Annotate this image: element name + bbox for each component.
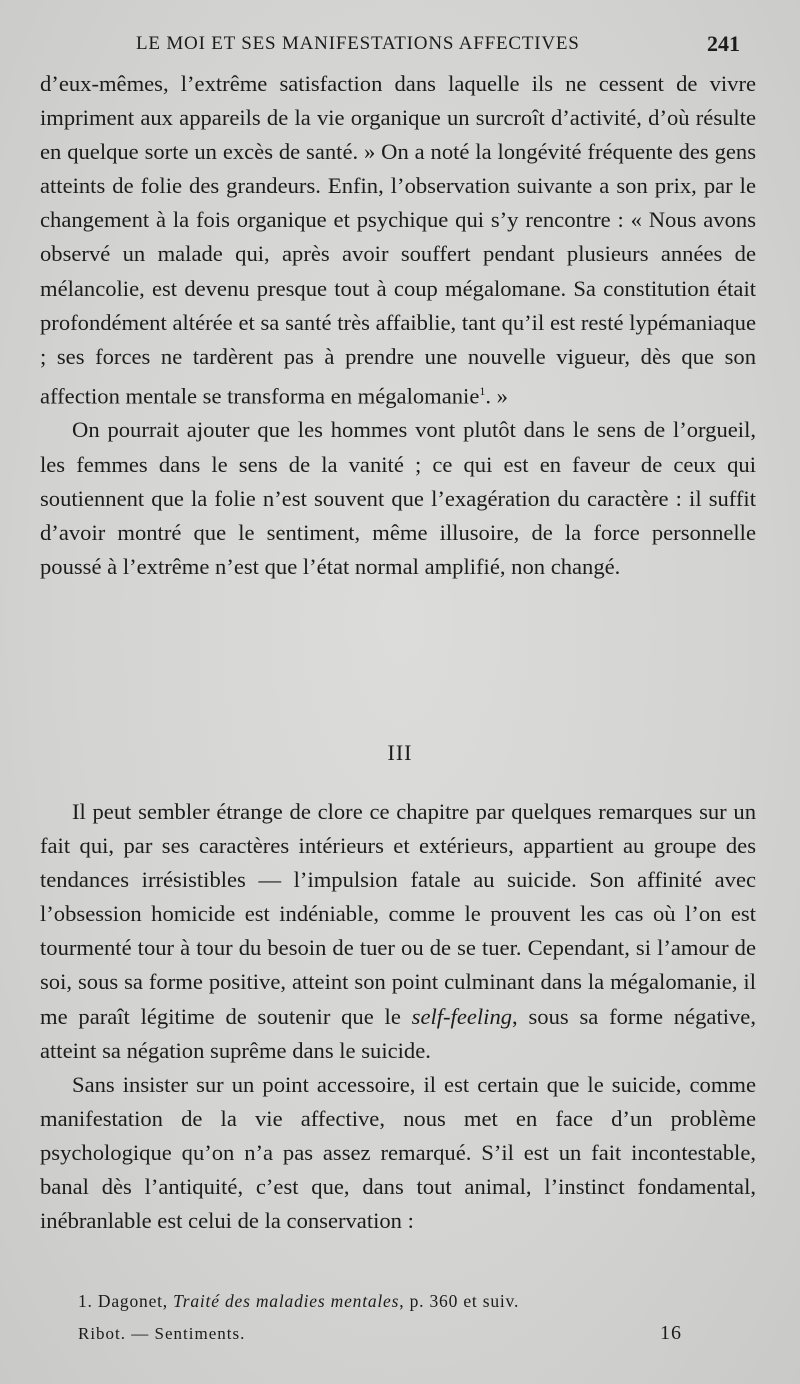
footer-author-work: Ribot. — Sentiments. <box>78 1324 246 1343</box>
signature-mark: 16 <box>660 1322 682 1344</box>
body-text-top <box>40 67 756 584</box>
paragraph-3-end: , sous sa forme négative, atteint sa négation suprême dans le suicide. <box>40 1003 756 1063</box>
self-feeling-term: self-feeling <box>411 1003 513 1029</box>
footnote-author: Dagonet, <box>97 1291 168 1311</box>
page-number: 241 <box>707 31 740 56</box>
footnote-work-title: Traité des maladies mentales <box>173 1291 400 1311</box>
paragraph-1-text: d’eux-mêmes, l’extrême satisfaction dans laquelle ils ne cessent de vivre impriment aux appareils de la vie organique un surcroît d’activité, d’où résulte en quelque sorte un excès de santé. » On a noté la longévité fréquente des gens atteints de folie des grandeurs. Enfin, l’observation suivante a son prix, par le changement à la fois organique et psychique qui s’y rencontre : « Nous avons observé un malade qui, après avoir souffert pendant plusieurs années de mélancolie, est devenu presque tout à coup mégalomane. Sa constitution était profondément altérée et sa santé très affaiblie, tant qu’il est resté lypémaniaque ; ses forces ne tardèrent pas à prendre une nouvelle vigueur, dès que son affection mentale se transforma en mégalomanie <box>40 71 756 409</box>
paragraph-4: Sans insister sur un point accessoire, il est certain que le suicide, comme manifestation de la vie affective, nous met en face d’un problème psychologique qu’on n’a pas assez remarqué. S’il est un fait incontestable, banal dès l’antiquité, c’est que, dans tout animal, l’instinct fondamental, inébranlable est celui de la conservation : <box>40 1071 756 1234</box>
paragraph-1 <box>40 67 756 413</box>
footnote-ref: 1 <box>479 383 486 398</box>
page-header <box>48 33 748 63</box>
paragraph-1-end: . » <box>485 383 508 409</box>
footnote-number: 1. <box>78 1291 93 1311</box>
paragraph-3 <box>40 795 756 1068</box>
paragraph-3-text: Il peut sembler étrange de clore ce chapitre par quelques remarques sur un fait qui, par ses caractères intérieurs et extérieurs, appartient au groupe des tendances irrésistibles — l’impulsion fatale au suicide. Son affinité avec l’obsession homicide est indéniable, comme le prouvent les cas où l’on est tourmenté tour à tour du besoin de tuer ou de se tuer. Cependant, si l’amour de soi, sous sa forme positive, atteint son point culminant dans la mégalomanie, il me paraît légitime de soutenir que le <box>40 799 756 1029</box>
paragraph-2: On pourrait ajouter que les hommes vont plutôt dans le sens de l’orgueil, les femmes dans le sens de la vanité ; ce qui est en faveur de ceux qui soutiennent que la folie n’est souvent que l’exagération du caractère : il suffit d’avoir montré que le sentiment, même illusoire, de la force personnelle poussé à l’extrême n’est que l’état normal amplifié, non changé. <box>40 417 756 579</box>
running-title: LE MOI ET SES MANIFESTATIONS AFFECTIVES <box>136 33 580 54</box>
page-footer <box>78 1324 720 1344</box>
footnote <box>78 1291 519 1312</box>
section-heading: III <box>387 740 413 765</box>
body-text-bottom <box>40 795 756 1238</box>
footnote-rest: , p. 360 et suiv. <box>399 1291 520 1311</box>
